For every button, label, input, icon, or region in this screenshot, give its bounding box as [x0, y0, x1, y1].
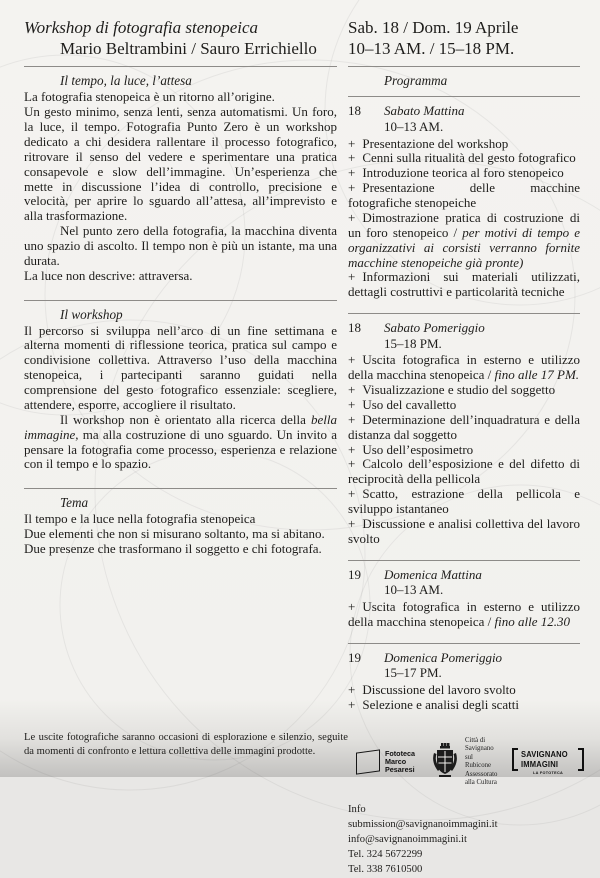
plus-bullet: +: [348, 598, 356, 614]
logo-text-line: Città di Savignano: [464, 736, 494, 753]
program-session: [348, 103, 580, 300]
plus-bullet: +: [348, 352, 356, 368]
logo-text-line: Assessorato alla Cultura: [464, 770, 498, 786]
text-segment: Due presenze che trasformano il soggetto e chi fotografa.: [24, 540, 322, 556]
program-item: [348, 151, 580, 166]
section-heading: Tema: [60, 495, 89, 511]
session-day: 19: [348, 649, 361, 665]
text-segment: Il workshop non è orientato alla ricerca della: [60, 411, 311, 427]
text-segment: Uscita fotografica in esterno e utilizzo della macchina stenopeica /: [348, 352, 580, 383]
text-segment: Uscita fotografica in esterno e utilizzo della macchina stenopeica /: [348, 598, 580, 629]
text-segment: Presentazione delle macchine fotografiche stenopeiche: [348, 180, 580, 210]
paragraph: [24, 324, 337, 413]
logo-text-line: Fototeca: [385, 748, 415, 758]
program-item: [348, 487, 580, 517]
program-item: [348, 517, 580, 547]
program-session: [348, 650, 580, 713]
text-segment: Introduzione teorica al foro stenopeico: [362, 165, 564, 181]
text-segment: Informazioni sui materiali utilizzati, dettagli costruttivi e particolarità tecniche: [348, 269, 580, 300]
session-day: 18: [348, 103, 361, 119]
authors: Mario Beltrambini / Sauro Errichiello: [60, 38, 317, 58]
text-segment: Determinazione dell’inquadratura e della distanza dal soggetto: [348, 411, 580, 442]
logo-si-subtitle: LA FOTOTECA: [533, 770, 564, 775]
program-item: [348, 398, 580, 413]
session-header: [348, 650, 580, 666]
divider: [348, 313, 580, 314]
text-segment: Cenni sulla ritualità del gesto fotografico: [362, 150, 576, 166]
plus-bullet: +: [348, 441, 356, 457]
plus-bullet: +: [348, 382, 356, 398]
text-segment: Scatto, estrazione della pellicola e sviluppo istantaneo: [348, 486, 580, 517]
text-segment: Nel punto zero della fotografia, la macchina diventa uno spazio di ascolto. Il tempo non è più un istante, ma una durata.: [24, 223, 337, 268]
brackets-icon: [512, 748, 583, 771]
logo-savignano-immagini: [512, 748, 583, 775]
paragraph: [24, 413, 337, 473]
plus-bullet: +: [348, 456, 356, 472]
text-segment: Calcolo dell’esposizione e del difetto di reciprocità della pellicola: [348, 456, 580, 487]
text-segment: , ma alla costruzione di uno sguardo. Un invito a pensare la fotografia come processo, esperienza e relazione con il tempo e lo spazio.: [24, 426, 337, 472]
text-segment: Dimostrazione pratica di costruzione di un foro stenopeico /: [348, 209, 580, 240]
logo-text-line: Marco: [385, 756, 407, 766]
plus-bullet: +: [348, 681, 356, 697]
session-header: [348, 567, 580, 583]
plus-bullet: +: [348, 486, 356, 502]
paragraph: [24, 105, 337, 224]
text-segment: Visualizzazione e studio del soggetto: [362, 382, 556, 398]
plus-bullet: +: [348, 165, 356, 181]
text-segment: Presentazione del workshop: [362, 135, 509, 151]
program-sessions: [348, 96, 580, 712]
section: [24, 73, 337, 283]
logo-text-line: Pesaresi: [385, 765, 415, 775]
program-item: [348, 270, 580, 300]
plus-bullet: +: [348, 150, 356, 166]
divider: [24, 488, 337, 489]
text-segment: Discussione del lavoro svolto: [362, 681, 516, 697]
left-sections: [24, 66, 337, 556]
plus-bullet: +: [348, 411, 356, 427]
text-segment: bella immagine: [24, 411, 337, 442]
text-segment: Discussione e analisi collettiva del lavoro svolto: [348, 515, 580, 546]
contact-info: [348, 803, 580, 877]
section-heading: Il tempo, la luce, l’attesa: [60, 73, 192, 89]
session-day: 19: [348, 566, 361, 582]
logo-fototeca-text: [385, 750, 415, 775]
text-segment: Un gesto minimo, senza lenti, senza automatismi. Un foro, la luce, il tempo. Fotografia Punto Zero è un workshop dedicato a chi desidera rallentare il processo fotografico, ritrovare il senso del vedere e sperimentare una pratica consapevole e slow dell’immagine. Un’esperienza che mette in discussione l’idea di controllo, precisione e velocità, per aprire lo sguardo all’attesa, all’imprevisto e alla trasformazione.: [24, 104, 337, 224]
divider: [348, 96, 580, 97]
program-session: [348, 567, 580, 630]
info-email-submission: submission@savignanoimmagini.it: [348, 819, 498, 831]
session-time: 15–18 PM.: [384, 335, 442, 351]
text-segment: Uso dell’esposimetro: [362, 441, 474, 457]
paragraph: [24, 512, 337, 527]
plus-bullet: +: [348, 515, 356, 531]
logo-text-line: sul Rubicone: [464, 753, 492, 770]
right-column: [348, 18, 580, 878]
paragraph: [24, 269, 337, 284]
session-day: 18: [348, 320, 361, 336]
divider: [24, 300, 337, 301]
session-header: [348, 103, 580, 119]
text-segment: fino alle 17 PM.: [494, 367, 580, 383]
logo-fototeca-marco-pesaresi: [356, 750, 415, 775]
paragraph: [24, 224, 337, 269]
session-title: Domenica Pomeriggio: [384, 649, 503, 665]
session-time: 15–17 PM.: [384, 665, 442, 681]
program-item: [348, 457, 580, 487]
page-title: Workshop di fotografia stenopeica: [24, 18, 259, 37]
left-column: [24, 18, 337, 573]
program-item: [348, 443, 580, 458]
text-segment: Due elementi che non si misurano soltanto, ma si abitano.: [24, 526, 325, 541]
text-segment: Selezione e analisi degli scatti: [362, 696, 520, 712]
program-item: [348, 166, 580, 181]
divider: [24, 66, 337, 67]
text-segment: fino alle 12.30: [494, 613, 571, 629]
section: [24, 495, 337, 556]
session-title: Sabato Mattina: [384, 103, 465, 119]
logo-text-line: IMMAGINI: [521, 758, 559, 769]
date-line-days: Sab. 18 / Dom. 19 Aprile: [348, 18, 519, 37]
logo-text-line: SAVIGNANO: [521, 749, 569, 760]
program-item: [348, 181, 580, 211]
session-header: [348, 320, 580, 336]
session-title: Domenica Mattina: [384, 566, 482, 582]
paragraph: [24, 542, 337, 557]
info-label: Info: [348, 804, 366, 816]
divider: [348, 66, 580, 67]
info-phone-1: Tel. 324 5672299: [348, 848, 423, 860]
program-item: [348, 413, 580, 443]
text-segment: La luce non descrive: attraversa.: [24, 267, 193, 283]
text-segment: Il percorso si sviluppa nell’arco di un fine settimana e alterna momenti di riflessione teorica, pratica sul campo e condivisione collettiva. Attraverso l’uso della macchina stenopeica, i partecipanti saranno guidati nella comprensione del gesto fotografico essenziale: scegliere, attendere, esporre, accogliere il risultato.: [24, 322, 337, 412]
film-frame-icon: [356, 749, 380, 774]
text-segment: La fotografia stenopeica è un ritorno all’origine.: [24, 89, 275, 105]
session-time: 10–13 AM.: [384, 582, 444, 598]
session-title: Sabato Pomeriggio: [384, 320, 485, 336]
program-session: [348, 320, 580, 547]
footer-logos: [356, 737, 580, 788]
program-heading: Programma: [384, 73, 448, 89]
text-segment: per motivi di tempo e organizzativi ai corsisti verranno fornite macchine stenopeiche già pronte): [348, 224, 580, 270]
right-bracket-icon: [578, 748, 584, 771]
program-item: [348, 383, 580, 398]
plus-bullet: +: [348, 135, 356, 151]
coat-of-arms-icon: [430, 743, 460, 781]
program-item: [348, 137, 580, 152]
section: [24, 307, 337, 473]
plus-bullet: +: [348, 696, 356, 712]
logo-citta-di-savignano: [430, 737, 497, 788]
program-item: [348, 683, 580, 698]
logo-si-text: [518, 748, 577, 771]
plus-bullet: +: [348, 396, 356, 412]
program-item: [348, 211, 580, 271]
text-segment: Il tempo e la luce nella fotografia stenopeica: [24, 511, 256, 527]
plus-bullet: +: [348, 269, 356, 285]
divider: [348, 560, 580, 561]
program-item: [348, 600, 580, 630]
paragraph: [24, 90, 337, 105]
info-phone-2: Tel. 338 7610500: [348, 863, 423, 875]
logo-comune-text: [465, 737, 497, 788]
session-time: 10–13 AM.: [384, 118, 444, 134]
section-heading: Il workshop: [60, 306, 123, 322]
program-item: [348, 353, 580, 383]
plus-bullet: +: [348, 180, 356, 196]
info-email-info: info@savignanoimmagini.it: [348, 834, 467, 846]
text-segment: Uso del cavalletto: [362, 396, 457, 412]
footnote: Le uscite fotografiche saranno occasioni di esplorazione e silenzio, seguite da momenti di confronto e lettura collettiva delle immagini prodotte.: [24, 732, 348, 757]
program-item: [348, 698, 580, 713]
date-line-hours: 10–13 AM. / 15–18 PM.: [348, 38, 515, 58]
paragraph: [24, 527, 337, 542]
plus-bullet: +: [348, 209, 356, 225]
divider: [348, 643, 580, 644]
